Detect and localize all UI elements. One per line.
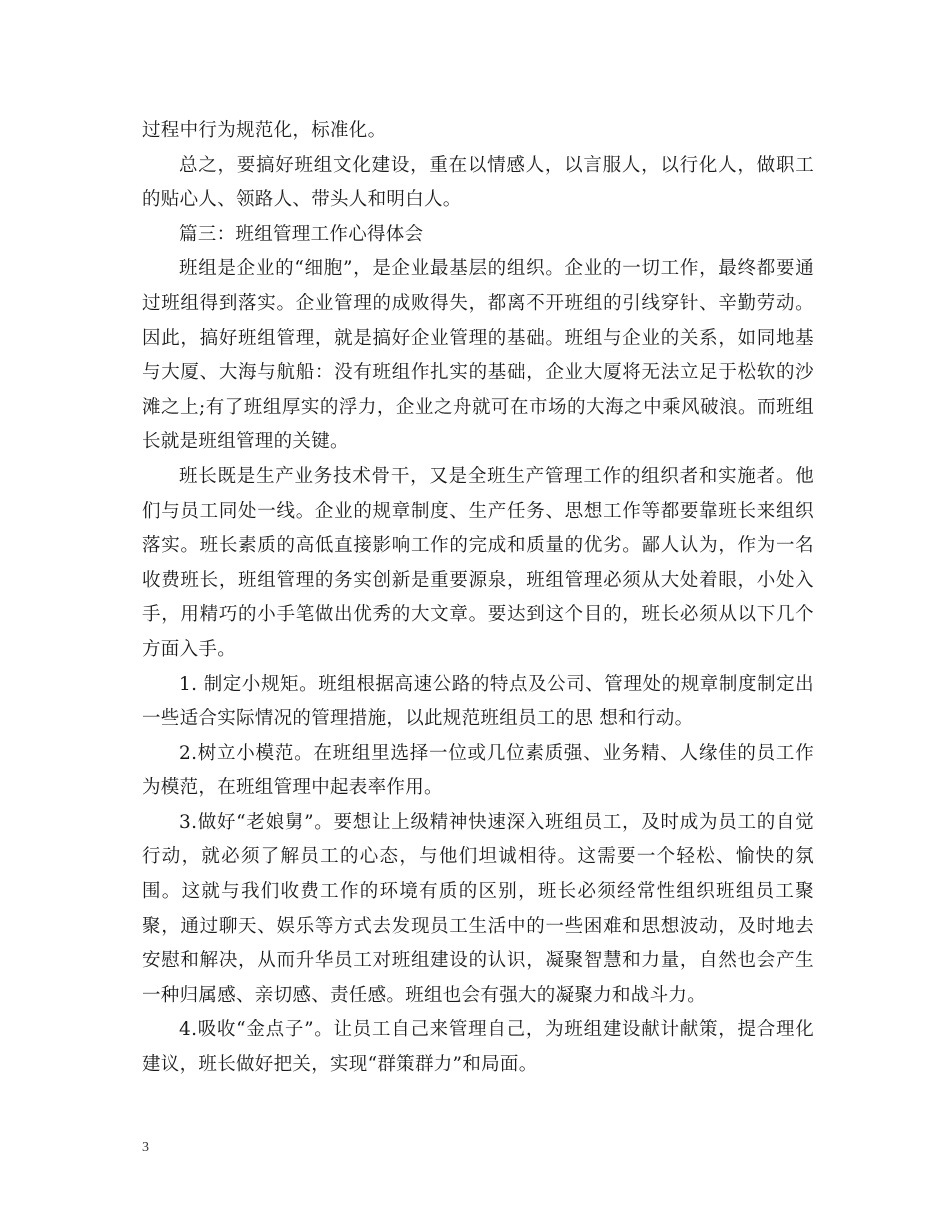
list-item-1: 1. 制定小规矩。班组根据高速公路的特点及公司、管理处的规章制度制定出一些适合实际情况的管理措施，以此规范班组员工的思 想和行动。 [142, 673, 814, 730]
paragraph-continuation: 过程中行为规范化，标准化。 [142, 120, 387, 141]
paragraph-team-leader: 班长既是生产业务技术骨干，又是全班生产管理工作的组织者和实施者。他们与员工同处一线。企业的规章制度、生产任务、思想工作等都要靠班长来组织落实。班长素质的高低直接影响工作的完成和质量的优劣。鄙人认为，作为一名收费班长，班组管理的务实创新是重要源泉，班组管理必须从大处着眼，小处入手，用精巧的小手笔做出优秀的大文章。要达到这个目的，班长必须从以下几个方面入手。 [142, 465, 814, 660]
list-item-3: 3.做好“老娘舅”。要想让上级精神快速深入班组员工，及时成为员工的自觉行动，就必须了解员工的心态，与他们坦诚相待。这需要一个轻松、愉快的氛围。这就与我们收费工作的环境有质的区别，班长必须经常性组织班组员工聚聚，通过聊天、娱乐等方式去发现员工生活中的一些困难和思想波动，及时地去安慰和解决，从而升华员工对班组建设的认识，凝聚智慧和力量，自然也会产生一种归属感、亲切感、责任感。班组也会有强大的凝聚力和战斗力。 [142, 811, 814, 1006]
list-item-2: 2.树立小模范。在班组里选择一位或几位素质强、业务精、人缘佳的员工作为模范，在班组管理中起表率作用。 [142, 742, 814, 799]
paragraph-summary: 总之，要搞好班组文化建设，重在以情感人，以言服人，以行化人，做职工的贴心人、领路人、带头人和明白人。 [142, 154, 814, 211]
page-number: 3 [142, 1140, 149, 1155]
paragraph-intro: 班组是企业的“细胞”，是企业最基层的组织。企业的一切工作，最终都要通过班组得到落实。企业管理的成败得失，都离不开班组的引线穿针、辛勤劳动。因此，搞好班组管理，就是搞好企业管理的基础。班组与企业的关系，如同地基与大厦、大海与航船：没有班组作扎实的基础，企业大厦将无法立足于松软的沙滩之上;有了班组厚实的浮力，企业之舟就可在市场的大海之中乘风破浪。而班组长就是班组管理的关键。 [142, 258, 814, 453]
document-body [142, 114, 814, 1083]
list-item-4: 4.吸收“金点子”。让员工自己来管理自己，为班组建设献计献策，提合理化建议，班长做好把关，实现“群策群力”和局面。 [142, 1019, 814, 1076]
section-heading: 篇三：班组管理工作心得体会 [179, 223, 424, 245]
